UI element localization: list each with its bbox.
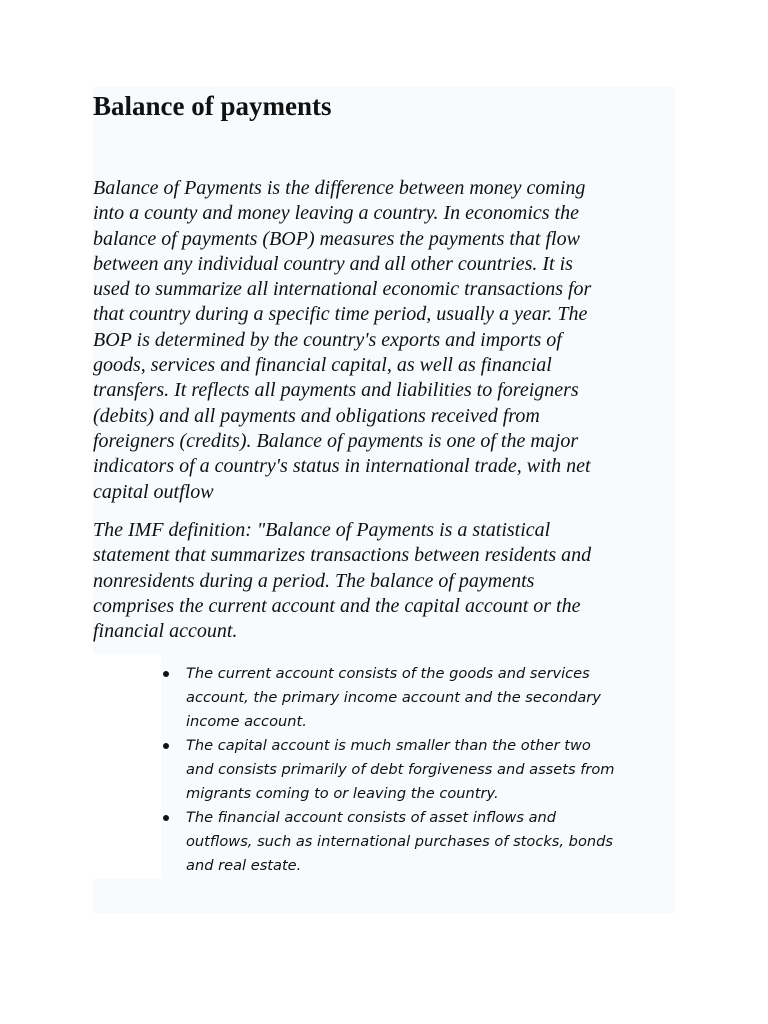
- paragraph-definition: [93, 176, 591, 505]
- bullet-line: The current account consists of the goods and services: [186, 665, 590, 682]
- paragraph-line: into a county and money leaving a country. In economics the: [93, 202, 579, 225]
- bullet-line: and consists primarily of debt forgiveness and assets from: [186, 761, 615, 778]
- paragraph-line: between any individual country and all other countries. It is: [93, 252, 573, 275]
- paragraph-line: balance of payments (BOP) measures the payments that flow: [93, 227, 580, 250]
- paragraph-imf-definition: [93, 518, 591, 644]
- paragraph-line: goods, services and financial capital, as well as financial: [93, 354, 552, 377]
- bullet-line: migrants coming to or leaving the country.: [186, 785, 499, 802]
- bullet-line: account, the primary income account and the secondary: [186, 689, 601, 706]
- paragraph-line: foreigners (credits). Balance of payments is one of the major: [93, 429, 579, 452]
- bullet-line: The capital account is much smaller than the other two: [186, 737, 591, 754]
- paragraph-line: nonresidents during a period. The balance of payments: [93, 569, 535, 592]
- bullet-line: outflows, such as international purchases of stocks, bonds: [186, 833, 613, 850]
- bullet-line: The financial account consists of asset inflows and: [186, 809, 557, 826]
- bullet-icon: [163, 743, 169, 749]
- bullet-icon: [163, 671, 169, 677]
- paragraph-line: transfers. It reflects all payments and liabilities to foreigners: [93, 379, 579, 402]
- bullet-item-financial-account: [186, 806, 615, 878]
- bullet-line: and real estate.: [186, 857, 302, 874]
- paragraph-line: financial account.: [93, 620, 238, 643]
- bullet-indent-gap: [93, 654, 161, 879]
- document-title: Balance of payments: [93, 91, 332, 121]
- paragraph-line: Balance of Payments is the difference between money coming: [93, 177, 586, 199]
- bullet-icon: [163, 815, 169, 821]
- bullet-item-capital-account: [186, 734, 615, 806]
- account-bullet-list: [186, 662, 615, 878]
- bullet-item-current-account: [186, 662, 615, 734]
- paragraph-line: The IMF definition: "Balance of Payments is a statistical: [93, 519, 551, 541]
- paragraph-line: capital outflow: [93, 480, 214, 503]
- paragraph-line: (debits) and all payments and obligations received from: [93, 404, 540, 427]
- paragraph-line: comprises the current account and the capital account or the: [93, 594, 581, 617]
- bullet-line: income account.: [186, 713, 307, 730]
- paragraph-line: indicators of a country's status in international trade, with net: [93, 455, 591, 478]
- paragraph-line: statement that summarizes transactions between residents and: [93, 544, 592, 567]
- paragraph-line: used to summarize all international economic transactions for: [93, 278, 592, 301]
- paragraph-line: that country during a specific time period, usually a year. The: [93, 303, 588, 326]
- paragraph-line: BOP is determined by the country's exports and imports of: [93, 328, 562, 351]
